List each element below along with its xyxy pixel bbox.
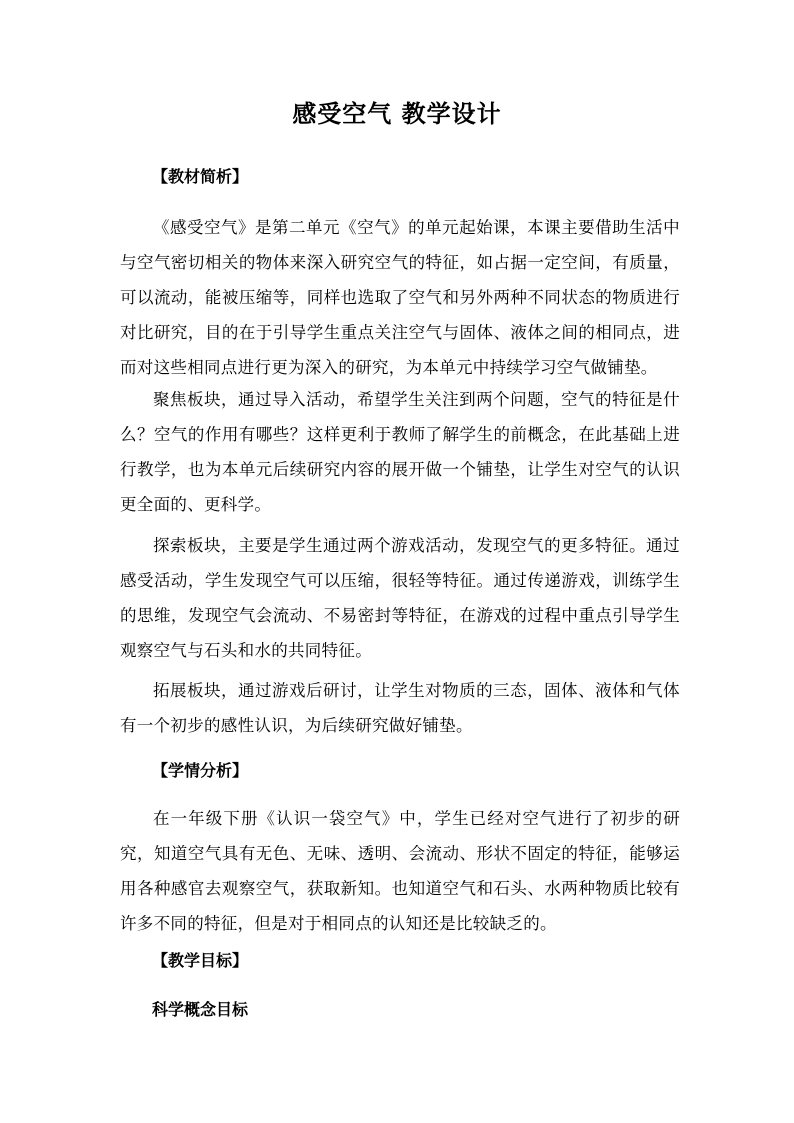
document-title: 感受空气 教学设计 bbox=[292, 99, 502, 128]
paragraph-explore-section: 探索板块，主要是学生通过两个游戏活动，发现空气的更多特征。通过感受活动，学生发现空气可以压缩，很轻等特征。通过传递游戏，训练学生的思维，发现空气会流动、不易密封等特征，在游戏的过程中重点引导学生观察空气与石头和水的共同特征。 bbox=[120, 536, 680, 660]
section-heading-textbook-analysis: 【教材简析】 bbox=[152, 167, 249, 186]
section-heading-student-analysis: 【学情分析】 bbox=[152, 761, 249, 780]
paragraph-focus-section: 聚焦板块，通过导入活动，希望学生关注到两个问题，空气的特征是什么？空气的作用有哪些？这样更利于教师了解学生的前概念，在此基础上进行教学，也为本单元后续研究内容的展开做一个铺垫，让学生对空气的认识更全面的、更科学。 bbox=[120, 390, 680, 514]
paragraph-extend-section: 拓展板块，通过游戏后研讨，让学生对物质的三态，固体、液体和气体有一个初步的感性认识，为后续研究做好铺垫。 bbox=[120, 681, 680, 735]
paragraph-textbook-intro: 《感受空气》是第二单元《空气》的单元起始课，本课主要借助生活中与空气密切相关的物体来深入研究空气的特征，如占据一定空间，有质量，可以流动，能被压缩等，同样也选取了空气和另外两种不同状态的物质进行对比研究，目的在于引导学生重点关注空气与固体、液体之间的相同点，进而对这些相同点进行更为深入的研究，为本单元中持续学习空气做铺垫。 bbox=[120, 218, 680, 377]
section-heading-teaching-goals: 【教学目标】 bbox=[152, 951, 249, 970]
subheading-science-concept-goal: 科学概念目标 bbox=[152, 1000, 249, 1019]
paragraph-student-analysis: 在一年级下册《认识一袋空气》中，学生已经对空气进行了初步的研究，知道空气具有无色、无味、透明、会流动、形状不固定的特征，能够运用各种感官去观察空气，获取新知。也知道空气和石头、水两种物质比较有许多不同的特征，但是对于相同点的认知还是比较缺乏的。 bbox=[120, 809, 680, 933]
